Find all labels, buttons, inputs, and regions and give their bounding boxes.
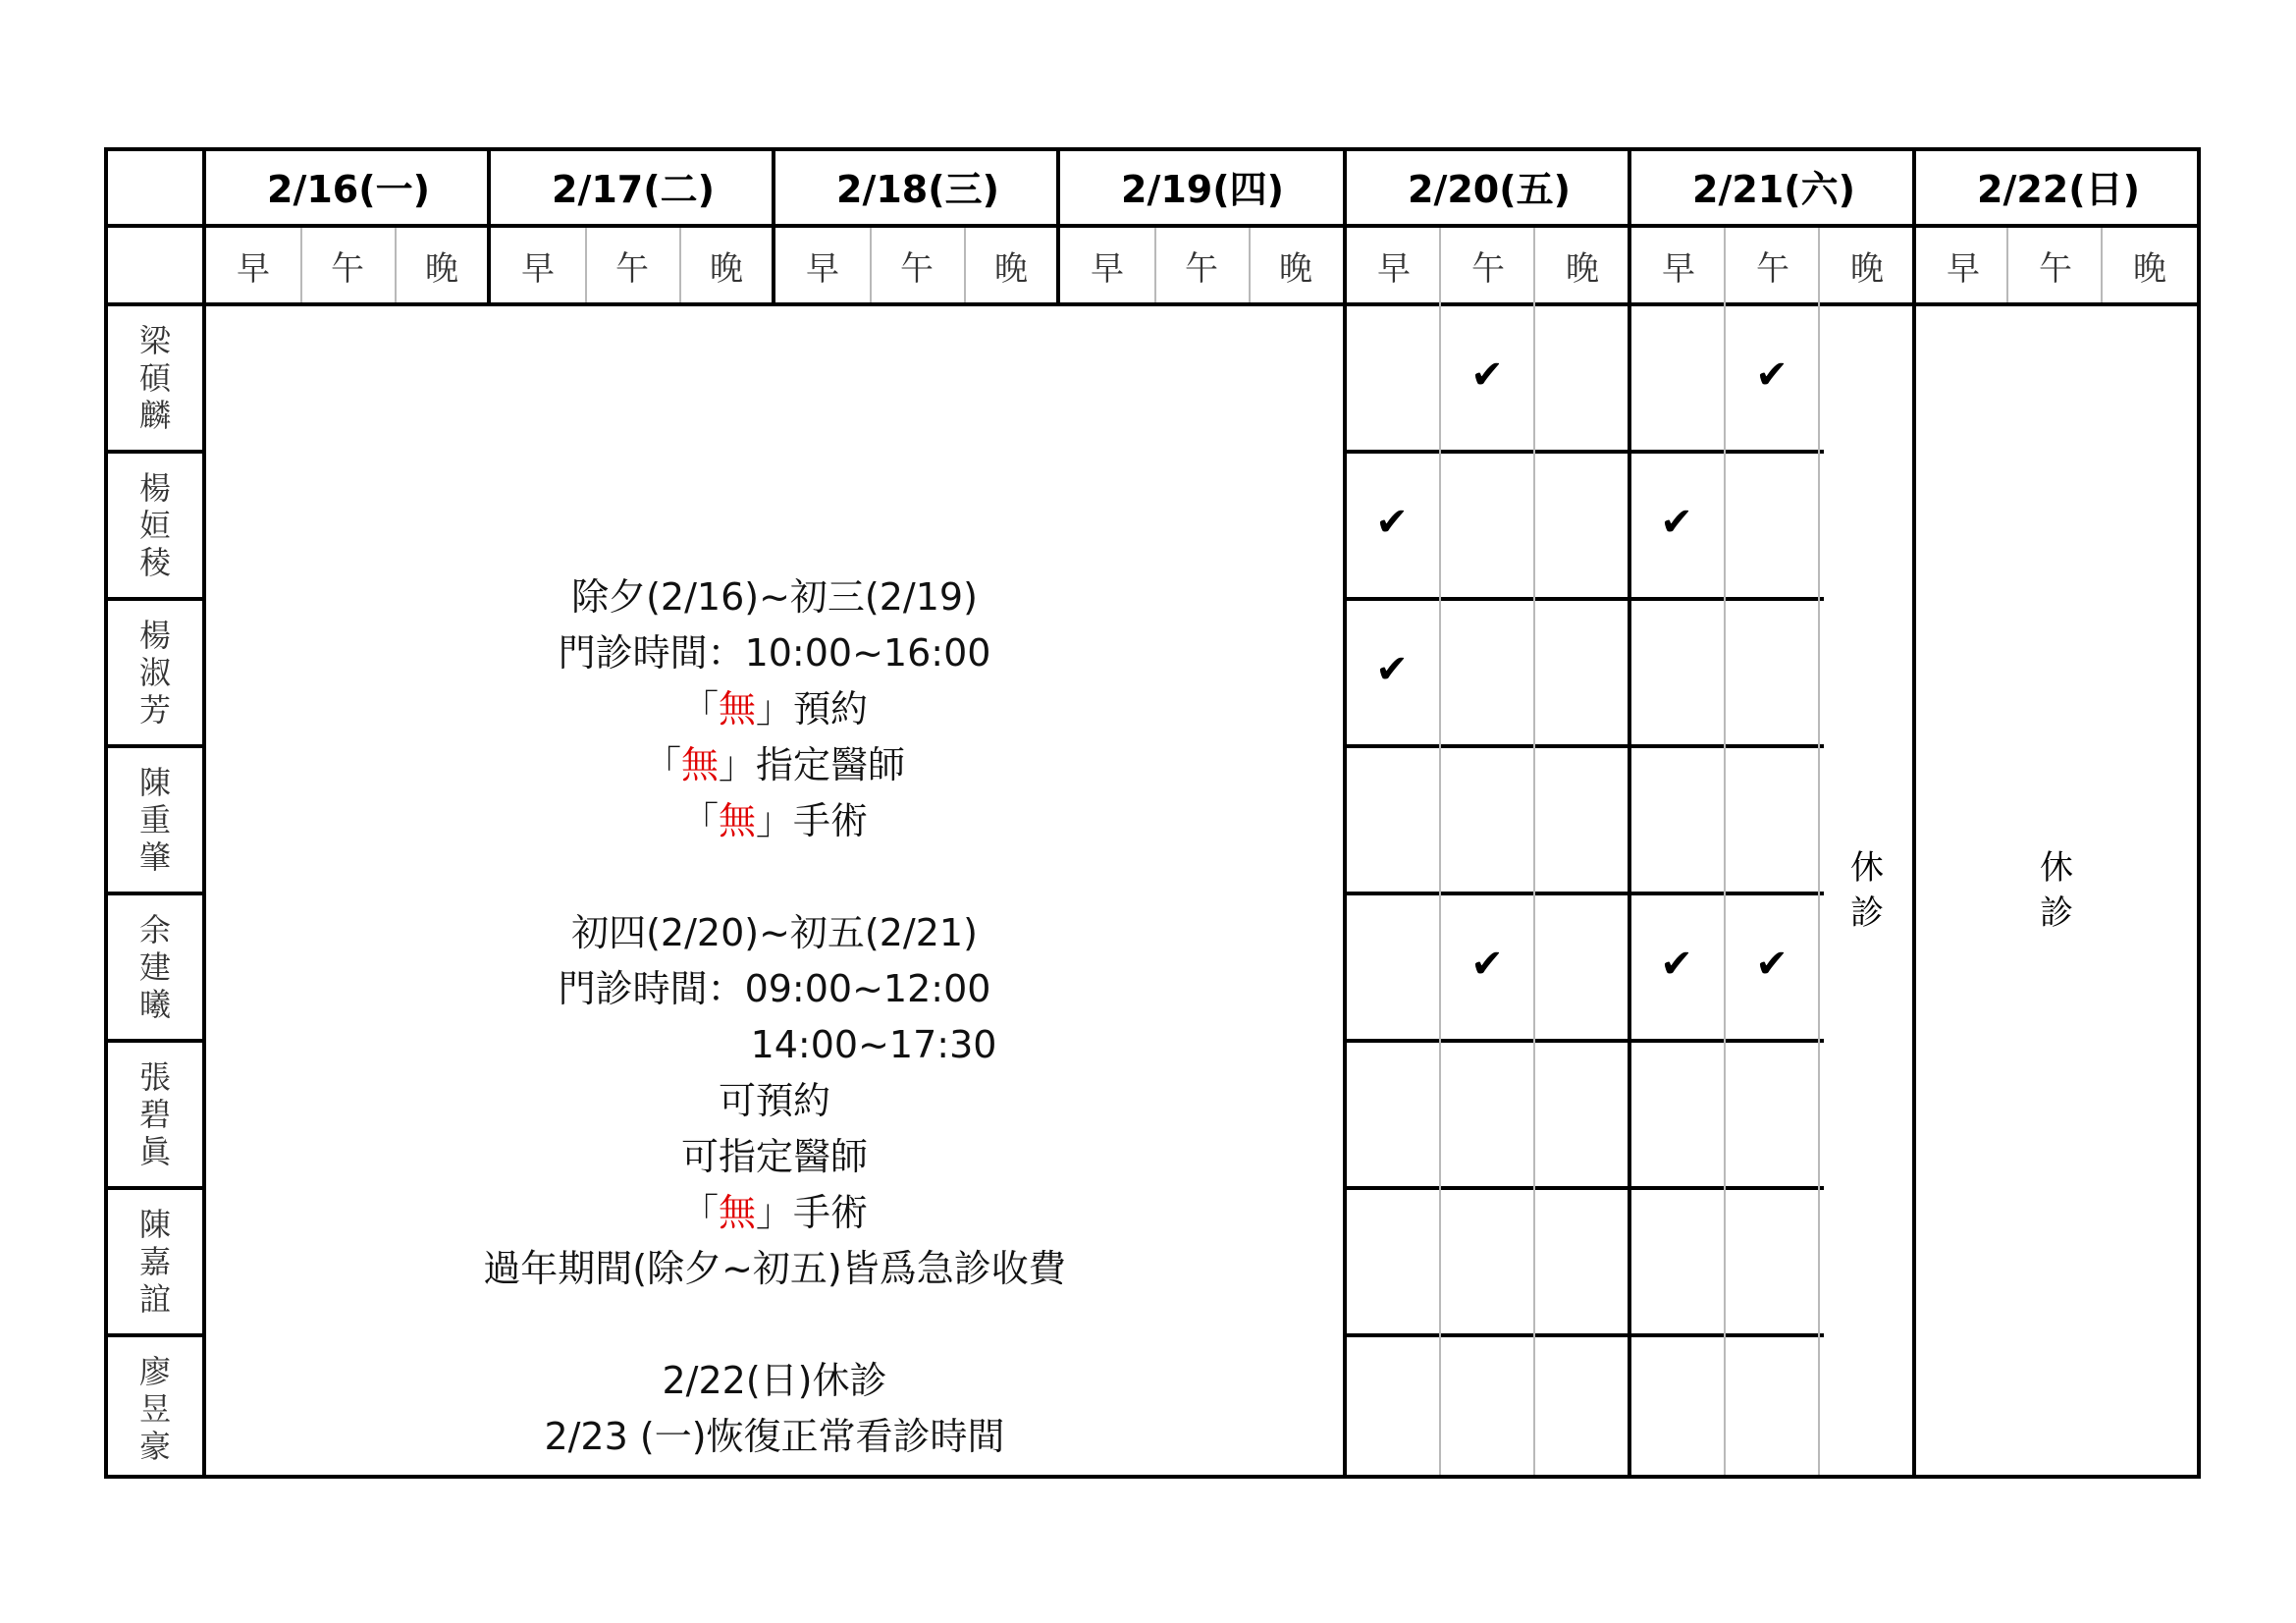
check-mark: ✔ <box>1375 500 1409 545</box>
notice-line: 可指定醫師 <box>680 1135 868 1178</box>
row-divider <box>1343 744 1824 748</box>
name-char: 肇 <box>138 839 171 876</box>
notice-section-fourth-fifth-day <box>206 905 1343 1297</box>
slot-label-evening: 晚 <box>1566 248 1599 289</box>
name-char: 碩 <box>138 359 171 397</box>
doctor-name <box>108 1043 202 1186</box>
notice-line: 過年期間(除夕~初五)皆爲急診收費 <box>483 1247 1066 1290</box>
day-header: 2/16(一) <box>267 167 430 211</box>
slot-label-morning: 早 <box>1377 248 1411 289</box>
notice-line: 門診時間：09:00~12:00 <box>558 967 991 1010</box>
highlight-none: 無 <box>718 687 756 730</box>
closed-char: 休 <box>1850 848 1884 888</box>
notice-line: 初四(2/20)~初五(2/21) <box>571 911 978 954</box>
row-divider <box>1343 450 1824 454</box>
notice-line: 2/22(日)休診 <box>662 1359 887 1402</box>
name-char: 張 <box>138 1058 171 1096</box>
closed-char: 診 <box>2040 893 2073 933</box>
doctor-name <box>108 601 202 744</box>
name-char: 建 <box>138 948 171 986</box>
slot-label-evening: 晚 <box>710 248 743 289</box>
slot-label-morning: 早 <box>1947 248 1980 289</box>
doctor-name <box>108 748 202 892</box>
doctor-name <box>108 454 202 597</box>
slot-label-afternoon: 午 <box>1185 248 1218 289</box>
holiday-notice <box>206 304 1343 1473</box>
slot-label-afternoon: 午 <box>900 248 934 289</box>
closed-sunday <box>1916 306 2197 1475</box>
slot-label-evening: 晚 <box>2133 248 2166 289</box>
name-char: 梁 <box>138 322 171 359</box>
day-header: 2/21(六) <box>1692 167 1855 211</box>
notice-line <box>206 681 1343 737</box>
column-divider <box>1628 147 1631 1479</box>
notice-line <box>206 737 1343 793</box>
day-header: 2/18(三) <box>836 167 999 211</box>
doctor-name <box>108 306 202 450</box>
clinic-schedule-table <box>104 147 2201 1479</box>
notice-text: 」指定醫師 <box>719 743 906 786</box>
slot-label-evening: 晚 <box>425 248 458 289</box>
row-divider <box>1343 1333 1824 1337</box>
bracket: 「 <box>680 687 719 730</box>
slot-label-morning: 早 <box>1662 248 1695 289</box>
name-char: 豪 <box>138 1428 171 1465</box>
notice-line: 門診時間：10:00~16:00 <box>558 631 991 675</box>
slot-label-afternoon: 午 <box>1756 248 1789 289</box>
notice-line: 14:00~17:30 <box>750 1023 997 1066</box>
slot-label-afternoon: 午 <box>2039 248 2072 289</box>
slot-label-afternoon: 午 <box>331 248 364 289</box>
name-char: 昱 <box>138 1390 171 1428</box>
notice-line: 2/23 (一)恢復正常看診時間 <box>544 1415 1005 1458</box>
name-char: 陳 <box>138 764 171 801</box>
day-header: 2/20(五) <box>1408 167 1571 211</box>
name-char: 芳 <box>138 691 171 729</box>
day-header: 2/22(日) <box>1977 167 2140 211</box>
notice-text: 」手術 <box>756 799 869 842</box>
slot-label-evening: 晚 <box>1279 248 1312 289</box>
slot-label-morning: 早 <box>237 248 270 289</box>
name-char: 姮 <box>138 507 171 544</box>
name-char: 麟 <box>138 397 171 434</box>
notice-line: 可預約 <box>718 1079 830 1122</box>
notice-text: 」預約 <box>756 687 869 730</box>
day-header: 2/17(二) <box>552 167 715 211</box>
slot-label-morning: 早 <box>1091 248 1124 289</box>
notice-line: 除夕(2/16)~初三(2/19) <box>571 575 978 619</box>
bracket: 「 <box>680 799 719 842</box>
doctor-name <box>108 1337 202 1481</box>
doctor-name <box>108 1190 202 1333</box>
closed-char: 診 <box>1850 893 1884 933</box>
column-divider <box>1343 147 1347 1479</box>
name-char: 眞 <box>138 1133 171 1170</box>
highlight-none: 無 <box>718 1191 756 1234</box>
name-char: 楊 <box>138 617 171 654</box>
check-mark: ✔ <box>1660 500 1693 545</box>
slot-label-evening: 晚 <box>1850 248 1884 289</box>
notice-section-new-year-eve <box>206 569 1343 849</box>
highlight-none: 無 <box>718 799 756 842</box>
day-header: 2/19(四) <box>1121 167 1284 211</box>
slot-label-afternoon: 午 <box>1471 248 1505 289</box>
bracket: 「 <box>680 1191 719 1234</box>
check-mark: ✔ <box>1755 352 1789 398</box>
closed-char: 休 <box>2040 848 2073 888</box>
check-mark: ✔ <box>1755 942 1789 987</box>
closed-sat-evening <box>1822 306 1912 1475</box>
notice-text: 」手術 <box>756 1191 869 1234</box>
name-char: 余 <box>138 911 171 948</box>
name-char: 稜 <box>138 544 171 581</box>
slot-label-morning: 早 <box>521 248 555 289</box>
name-char: 誼 <box>138 1280 171 1318</box>
bracket: 「 <box>643 743 681 786</box>
check-mark: ✔ <box>1660 942 1693 987</box>
name-char: 重 <box>138 801 171 839</box>
doctor-name <box>108 895 202 1039</box>
check-mark: ✔ <box>1470 352 1504 398</box>
name-char: 廖 <box>138 1353 171 1390</box>
check-mark: ✔ <box>1470 942 1504 987</box>
highlight-none: 無 <box>680 743 719 786</box>
notice-line <box>206 793 1343 849</box>
row-divider <box>1343 892 1824 895</box>
name-char: 楊 <box>138 469 171 507</box>
name-char: 淑 <box>138 654 171 691</box>
name-char: 曦 <box>138 986 171 1023</box>
name-char: 陳 <box>138 1206 171 1243</box>
slot-label-morning: 早 <box>806 248 839 289</box>
name-char: 碧 <box>138 1096 171 1133</box>
row-divider <box>1343 1039 1824 1043</box>
slot-label-evening: 晚 <box>994 248 1028 289</box>
check-mark: ✔ <box>1375 647 1409 692</box>
notice-section-sunday <box>206 1353 1343 1465</box>
name-char: 嘉 <box>138 1243 171 1280</box>
slot-label-afternoon: 午 <box>615 248 649 289</box>
row-divider <box>1343 597 1824 601</box>
row-divider <box>1343 1186 1824 1190</box>
notice-line <box>206 1185 1343 1241</box>
